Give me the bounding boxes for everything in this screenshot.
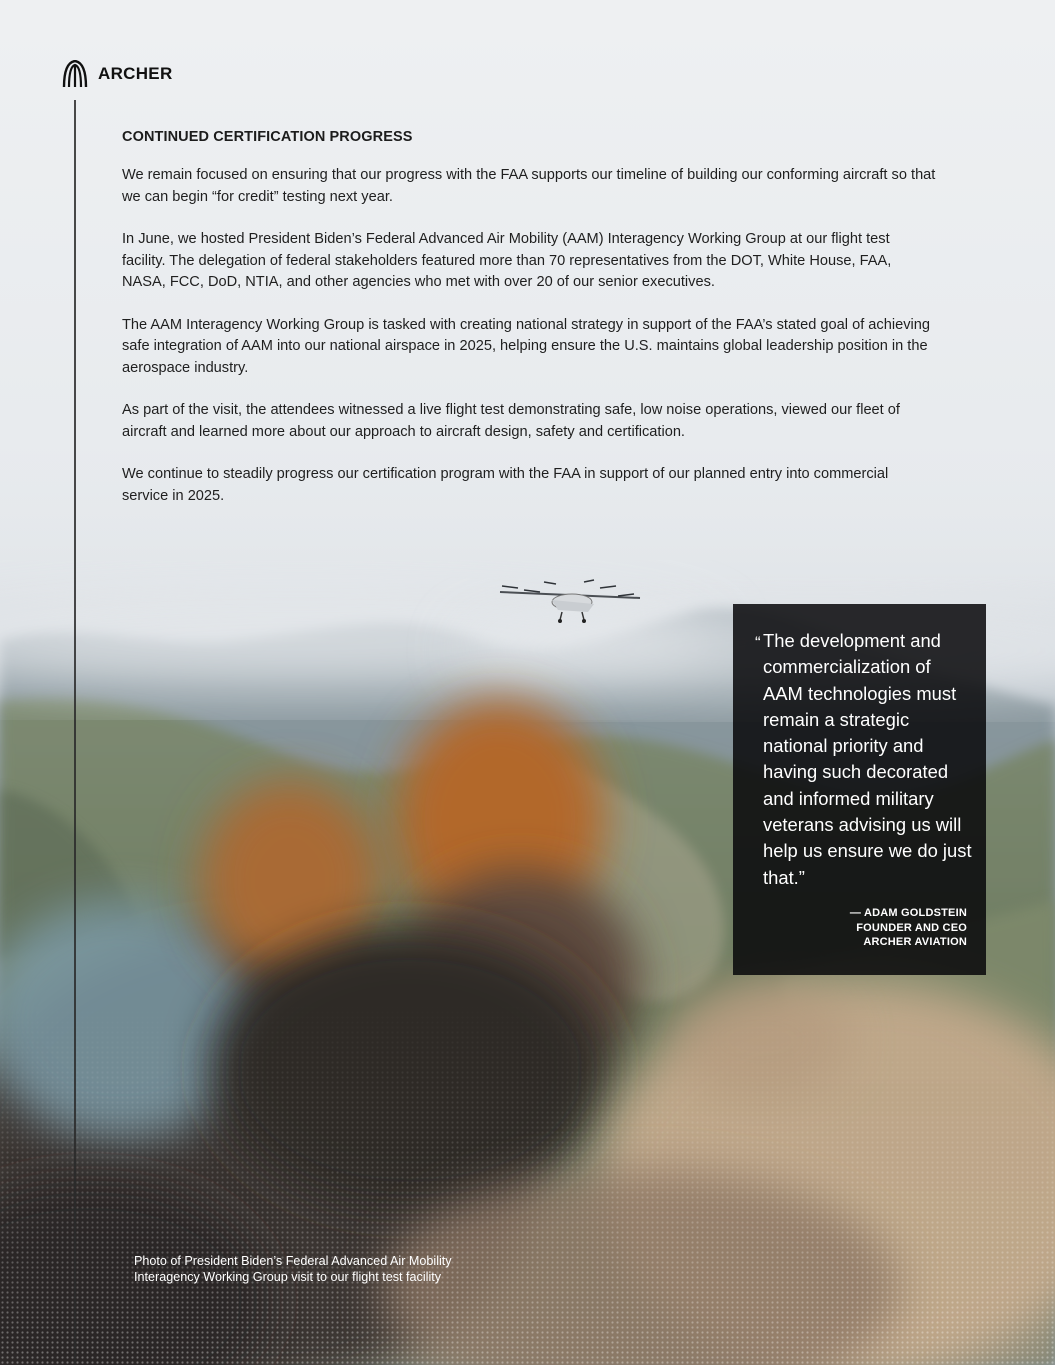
article-paragraph: The AAM Interagency Working Group is tasked with creating national strategy in support of the FAA’s stated goal of achieving safe integration of AAM into our national airspace in 2025, helping ensure the U.S. maintains global leadership position in the aerospace industry.: [122, 316, 930, 376]
quote-attribution-name: — ADAM GOLDSTEIN: [849, 907, 967, 919]
article-paragraph: We continue to steadily progress our certification program with the FAA in support of our planned entry into commercial service in 2025.: [122, 466, 889, 504]
archer-arch-logo-icon: [62, 60, 88, 88]
article-paragraph: As part of the visit, the attendees witnessed a live flight test demonstrating safe, low noise operations, viewed our fleet of aircraft and learned more about our approach to aircraft design, safety and certification.: [122, 402, 900, 440]
vertical-divider: [74, 100, 76, 1365]
article-paragraph: In June, we hosted President Biden’s Federal Advanced Air Mobility (AAM) Interagency Working Group at our flight test facility. The delegation of federal stakeholders featured more than 70 representatives from the DOT, White House, FAA, NASA, FCC, DoD, NTIA, and other agencies who met with over 20 of our senior executives.: [122, 231, 892, 290]
pull-quote: [733, 604, 986, 975]
quote-text: The development and commercialization of AAM technologies must remain a strategic national priority and having such decorated and informed military veterans advising us will help us ensure we do just that.”: [763, 630, 972, 888]
article-paragraph: We remain focused on ensuring that our progress with the FAA supports our timeline of building our conforming aircraft so that we can begin “for credit” testing next year.: [122, 167, 936, 205]
quote-attribution: [850, 906, 967, 950]
quote-attribution-title: FOUNDER AND CEO: [856, 921, 967, 934]
quote-attribution-company: ARCHER AVIATION: [863, 936, 967, 948]
photo-caption: Photo of President Biden’s Federal Advanced Air Mobility Interagency Working Group visit to our flight test facility: [134, 1254, 452, 1285]
brand-name: ARCHER: [98, 64, 173, 83]
section-heading: CONTINUED CERTIFICATION PROGRESS: [122, 129, 413, 145]
quote-open-mark: “: [755, 633, 761, 652]
archer-logo: [62, 60, 173, 88]
article: [122, 129, 937, 528]
